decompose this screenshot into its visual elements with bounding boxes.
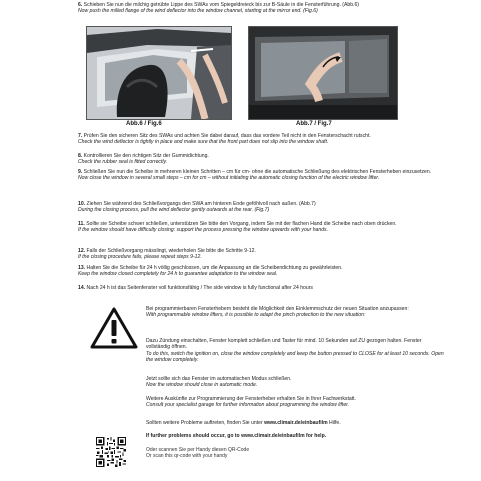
step-9: 9. Schließen Sie nun die Scheibe in mehreren kleinen Schritten – cm für cm- ohne die automatische Schließung des elektrischen Fensterheben einzusetzen. Now close the window in several small steps – cm for cm – without initiating the automatic closing function of the electric window lifter.: [78, 169, 432, 182]
help-german: Sollten weitere Probleme auftreten, finden Sie unter www.climair.de/einbaufilm Hilfe.: [146, 420, 341, 426]
step-14: 14. Nach 24 h ist das Seitenfenster voll funktionsfähig / The side window is fully functional after 24 hours: [78, 285, 313, 291]
figure-7-caption: Abb.7 / Fig.7: [296, 121, 332, 127]
step-10: 10. Ziehen Sie während des Schließvorgangs den SWA am hinteren Ende geföhlvoll nach außen. (Abb.7) During the closing process, pull the wind deflector gently outwards at the rear. (Fig.7): [78, 201, 316, 214]
step-6: 6. Schieben Sie nun die milchig getrübte Lippe des SWAs vom Spiegeldreieck bis zur B-Säule in die Fensterführung. (Abb.6) Now push the milled flange of the wind deflector into the window channel, starting at the mirror end. (Fig.6): [78, 2, 359, 15]
info-specialist-garage: Weitere Auskünfte zur Programmierung der Fensterheber erhalten Sie in Ihrer Fachwerkstatt. Consult your specialist garage for further information about programming the window lifter.: [146, 396, 356, 409]
warning-triangle-icon: [90, 307, 138, 349]
step-12: 12. Falls der Schließvorgang mässlingt, wiederholen Sie bitte die Schritte 9-12. If the closing procedure fails, please repeat steps 9-12.: [78, 248, 256, 261]
figure-6-caption: Abb.6 / Fig.6: [126, 121, 162, 127]
figure-7-illustration: [249, 27, 397, 119]
info-programmable-lifters: Bei programmierbaren Fensterhebern besteht die Möglichkeit den Einklemmschutz der neuen Situation anzupassen: With programmable window lifters, it is possible to adapt the pinch protection to the new situation:: [146, 306, 409, 319]
info-ignition-procedure: Dazu Zündung einschalten, Fenster komplett schließen und Taster für mind. 10 Sekunden auf ZU gezogen halten. Fenster vollständig öffnen. To do this, switch the ignition on, close the window completely and keep the button pressed to CLOSE for at least 10 seconds. Open the window completely.: [146, 338, 444, 363]
figure-6-photo: [86, 26, 232, 120]
step-7: 7. Prüfen Sie den sicheren Sitz des SWAs und achten Sie dabei darauf, dass das vordere Teil nicht in den Fensterschacht rutscht. Check the wind deflector is tightly in place and make sure that the front part does not slip into the window shaft.: [78, 133, 371, 146]
figure-7-photo: [248, 26, 398, 120]
help-link-en[interactable]: www.climair.de/einbaufilm: [241, 433, 305, 439]
qr-code-icon: [96, 437, 126, 467]
step-13: 13. Halten Sie die Scheibe für 24 h völlig geschlossen, um die Anpassung an die Scheibendichtung zu gewährleisten. Keep the window closed completely for 24 h to guarantee adaptation to the window seal.: [78, 265, 343, 278]
step-11: 11. Sollte sie Scheibe schwer schließen, unterstützen Sie bitte den Vorgang, indem Sie mit der flachen Hand die Scheibe nach oben drücken. If the window should have difficulty closing: support the process pressing the window upwards with your hands.: [78, 221, 397, 234]
step-8: 8. Kontrollieren Sie den richtigen Sitz der Gummidichtung. Check the rubber seal is fitted correctly.: [78, 153, 209, 166]
qr-caption: Oder scannen Sie per Handy diesen QR-Code Or scan this qr-code with your handy: [146, 447, 250, 460]
help-english: If further problems should occur, go to www.climair.de/einbaufilm for help.: [146, 433, 327, 439]
info-automatic-mode: Jetzt sollte sich das Fenster im automatischen Modus schließen. Now the window should close in automatic mode.: [146, 376, 292, 389]
help-link-de[interactable]: www.climair.de/einbaufilm: [264, 420, 328, 426]
figure-6-illustration: [87, 27, 231, 119]
